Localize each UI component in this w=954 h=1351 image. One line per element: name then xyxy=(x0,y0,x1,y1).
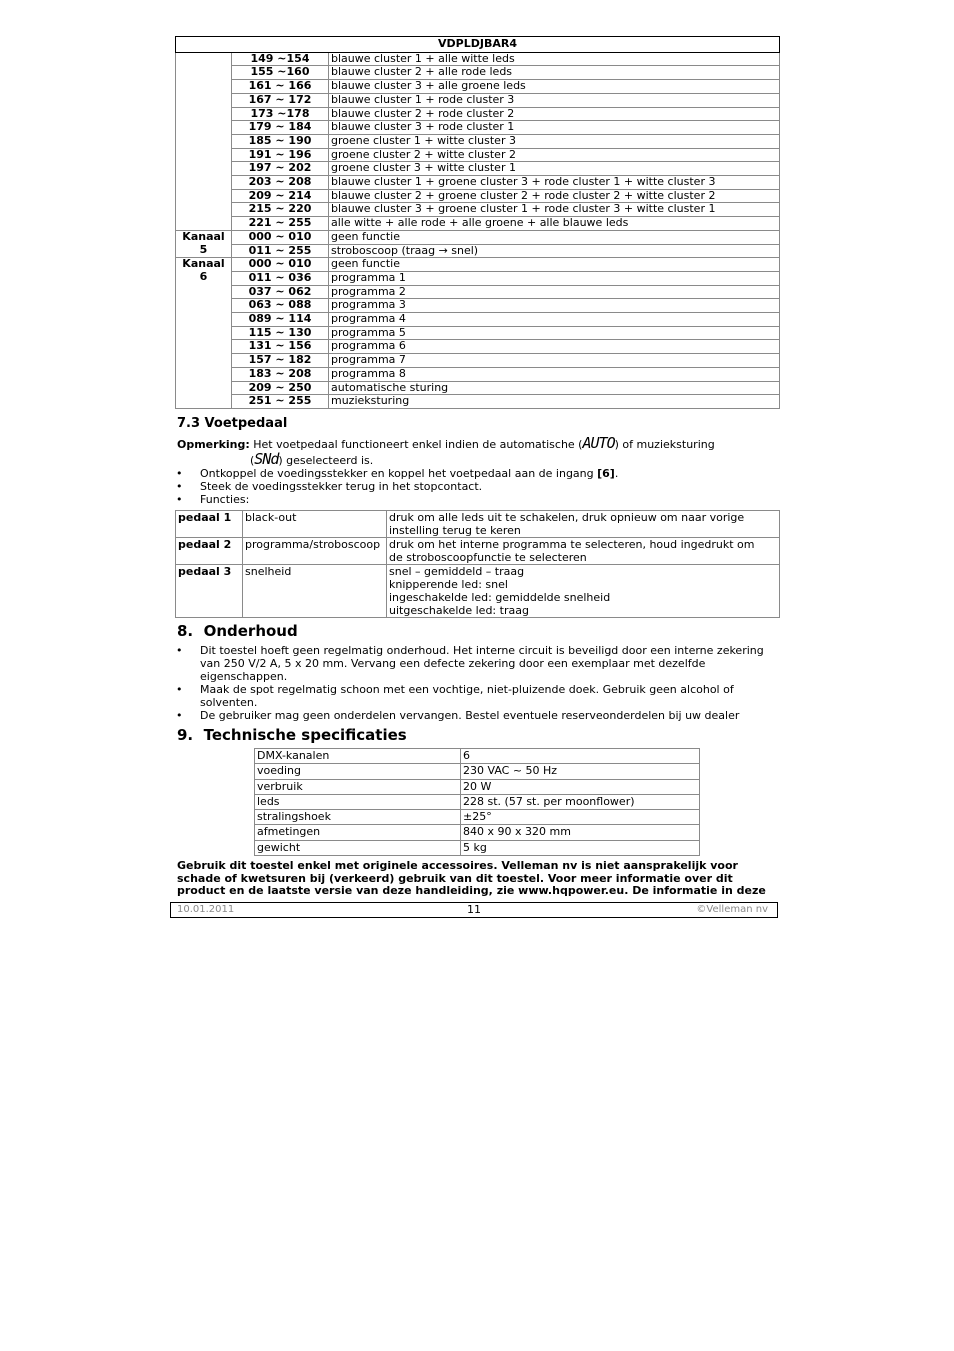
table-row xyxy=(255,764,700,779)
spec-value: 228 st. (57 st. per moonflower) xyxy=(461,794,700,809)
dmx-range: 167 ~ 172 xyxy=(232,93,329,107)
dmx-range: 185 ~ 190 xyxy=(232,134,329,148)
pedal-function: snelheid xyxy=(243,565,387,618)
disclaimer-line: product en de laatste versie van deze handleiding, zie www.hqpower.eu. De informatie in deze xyxy=(177,884,766,897)
table-row xyxy=(255,794,700,809)
range-description: blauwe cluster 1 + rode cluster 3 xyxy=(329,93,780,107)
pedal-name: pedaal 2 xyxy=(176,538,243,565)
note-text-3: ( xyxy=(250,454,255,467)
table-row xyxy=(176,285,780,299)
table-row xyxy=(176,217,780,231)
table-row xyxy=(176,367,780,381)
dmx-range: 221 ~ 255 xyxy=(232,217,329,231)
table-row xyxy=(176,80,780,94)
range-description: muzieksturing xyxy=(329,395,780,409)
pedal-function-table xyxy=(175,510,780,618)
list-item: • De gebruiker mag geen onderdelen vervangen. Bestel eventuele reserveonderdelen bij uw dealer xyxy=(175,709,780,722)
pedal-name: pedaal 1 xyxy=(176,511,243,538)
range-description: blauwe cluster 3 + alle groene leds xyxy=(329,80,780,94)
channel-label xyxy=(176,52,232,230)
table-row xyxy=(176,148,780,162)
table-header-row xyxy=(176,37,780,53)
list-item: • Maak de spot regelmatig schoon met een vochtige, niet-pluizende doek. Gebruik geen alcohol of solventen. xyxy=(175,683,780,709)
list-item-text: Steek de voedingsstekker terug in het stopcontact. xyxy=(200,480,483,493)
table-row xyxy=(176,511,780,538)
spec-value: 20 W xyxy=(461,779,700,794)
range-description: programma 7 xyxy=(329,354,780,368)
range-description: blauwe cluster 3 + rode cluster 1 xyxy=(329,121,780,135)
pedal-note xyxy=(177,436,777,468)
spec-table xyxy=(254,748,700,856)
pedal-description xyxy=(387,565,780,618)
section-8-title: 8. Onderhoud xyxy=(177,622,298,640)
spec-value: ±25° xyxy=(461,810,700,825)
table-row xyxy=(176,299,780,313)
pedal-function: black-out xyxy=(243,511,387,538)
range-description: programma 4 xyxy=(329,313,780,327)
dmx-range: 161 ~ 166 xyxy=(232,80,329,94)
table-row xyxy=(176,565,780,618)
table-row xyxy=(255,779,700,794)
dmx-range: 157 ~ 182 xyxy=(232,354,329,368)
table-row xyxy=(255,840,700,855)
range-description: programma 5 xyxy=(329,326,780,340)
range-description: geen functie xyxy=(329,258,780,272)
pedal-table-wrap xyxy=(175,510,780,618)
table-row xyxy=(176,66,780,80)
range-description: alle witte + alle rode + alle groene + alle blauwe leds xyxy=(329,217,780,231)
pedal-description-line: de stroboscoopfunctie te selecteren xyxy=(389,551,587,564)
table-row xyxy=(176,381,780,395)
pedal-function: programma/stroboscoop xyxy=(243,538,387,565)
range-description: programma 6 xyxy=(329,340,780,354)
dmx-channel-table xyxy=(175,36,780,409)
dmx-range: 011 ~ 255 xyxy=(232,244,329,258)
table-row xyxy=(255,825,700,840)
table-row xyxy=(176,230,780,244)
table-row xyxy=(176,354,780,368)
table-row xyxy=(176,176,780,190)
table-row xyxy=(176,121,780,135)
footer-page-number: 11 xyxy=(467,903,481,916)
dmx-range: 179 ~ 184 xyxy=(232,121,329,135)
dmx-range: 251 ~ 255 xyxy=(232,395,329,409)
dmx-range: 215 ~ 220 xyxy=(232,203,329,217)
dmx-range: 037 ~ 062 xyxy=(232,285,329,299)
table-row xyxy=(176,538,780,565)
channel-label: Kanaal 5 xyxy=(176,230,232,257)
note-text-1: Het voetpedaal functioneert enkel indien de automatische ( xyxy=(249,438,583,451)
note-label: Opmerking: xyxy=(177,438,250,451)
dmx-range: 000 ~ 010 xyxy=(232,230,329,244)
dmx-range: 149 ~154 xyxy=(232,52,329,66)
pedal-description-line: druk om alle leds uit te schakelen, druk opnieuw om naar vorige xyxy=(389,511,745,524)
spec-key: voeding xyxy=(255,764,461,779)
table-row xyxy=(255,749,700,764)
table-row xyxy=(176,271,780,285)
table-row xyxy=(176,313,780,327)
lcd-auto-icon: AUTO xyxy=(582,434,615,452)
spec-key: DMX-kanalen xyxy=(255,749,461,764)
lcd-snd-icon: SNd xyxy=(254,450,279,468)
dmx-range: 209 ~ 214 xyxy=(232,189,329,203)
dmx-range: 209 ~ 250 xyxy=(232,381,329,395)
pedal-description xyxy=(387,538,780,565)
table-row xyxy=(176,326,780,340)
range-description: programma 2 xyxy=(329,285,780,299)
dmx-range: 191 ~ 196 xyxy=(232,148,329,162)
pedal-description-line: uitgeschakelde led: traag xyxy=(389,604,529,617)
pedal-name: pedaal 3 xyxy=(176,565,243,618)
pedal-description-line: druk om het interne programma te selecteren, houd ingedrukt om xyxy=(389,538,755,551)
list-item: • Dit toestel hoeft geen regelmatig onderhoud. Het interne circuit is beveiligd door een interne zekering van 250 V/2 A, 5 x 20 mm. Vervang een defecte zekering door een exemplaar met dezelfde eigenschappen. xyxy=(175,644,780,683)
table-row xyxy=(176,189,780,203)
list-item-text: Functies: xyxy=(200,493,250,506)
range-description: blauwe cluster 1 + groene cluster 3 + rode cluster 1 + witte cluster 3 xyxy=(329,176,780,190)
range-description: blauwe cluster 2 + rode cluster 2 xyxy=(329,107,780,121)
dmx-range: 000 ~ 010 xyxy=(232,258,329,272)
list-item xyxy=(175,480,780,493)
pedal-description xyxy=(387,511,780,538)
dmx-range: 011 ~ 036 xyxy=(232,271,329,285)
range-description: groene cluster 1 + witte cluster 3 xyxy=(329,134,780,148)
document-page xyxy=(175,36,780,409)
pedal-description-line: knipperende led: snel xyxy=(389,578,508,591)
product-code: VDPLDJBAR4 xyxy=(176,37,780,53)
pedal-description-line: snel – gemiddeld – traag xyxy=(389,565,525,578)
range-description: programma 8 xyxy=(329,367,780,381)
list-item-text: Ontkoppel de voedingsstekker en koppel het voetpedaal aan de ingang xyxy=(200,467,598,480)
list-item-ref: [6] xyxy=(597,467,615,480)
disclaimer-line: Gebruik dit toestel enkel met originele accessoires. Velleman nv is niet aansprakelijk voor xyxy=(177,859,738,872)
spec-key: verbruik xyxy=(255,779,461,794)
note-text-2: ) of muzieksturing xyxy=(614,438,715,451)
channel-label: Kanaal 6 xyxy=(176,258,232,409)
table-row xyxy=(176,395,780,409)
dmx-range: 063 ~ 088 xyxy=(232,299,329,313)
pedal-description-line: ingeschakelde led: gemiddelde snelheid xyxy=(389,591,611,604)
section-7-3-title: 7.3 Voetpedaal xyxy=(177,416,288,431)
table-row xyxy=(176,52,780,66)
dmx-range: 155 ~160 xyxy=(232,66,329,80)
maintenance-list xyxy=(175,644,780,722)
table-row xyxy=(255,810,700,825)
page-footer xyxy=(170,902,778,918)
table-row xyxy=(176,258,780,272)
spec-table-wrap xyxy=(254,748,700,856)
table-row xyxy=(176,244,780,258)
table-row xyxy=(176,203,780,217)
spec-key: leds xyxy=(255,794,461,809)
range-description: blauwe cluster 2 + groene cluster 2 + rode cluster 2 + witte cluster 2 xyxy=(329,189,780,203)
spec-value: 840 x 90 x 320 mm xyxy=(461,825,700,840)
disclaimer-text xyxy=(177,860,782,898)
range-description: blauwe cluster 2 + alle rode leds xyxy=(329,66,780,80)
table-row xyxy=(176,162,780,176)
table-row xyxy=(176,340,780,354)
range-description: groene cluster 2 + witte cluster 2 xyxy=(329,148,780,162)
list-item xyxy=(175,467,780,480)
spec-key: afmetingen xyxy=(255,825,461,840)
pedal-instructions-list xyxy=(175,467,780,506)
spec-key: stralingshoek xyxy=(255,810,461,825)
dmx-range: 115 ~ 130 xyxy=(232,326,329,340)
range-description: blauwe cluster 3 + groene cluster 1 + rode cluster 3 + witte cluster 1 xyxy=(329,203,780,217)
section-9-title: 9. Technische specificaties xyxy=(177,726,407,744)
pedal-description-line: instelling terug te keren xyxy=(389,524,521,537)
range-description: geen functie xyxy=(329,230,780,244)
range-description: programma 3 xyxy=(329,299,780,313)
footer-date: 10.01.2011 xyxy=(177,904,235,915)
dmx-range: 089 ~ 114 xyxy=(232,313,329,327)
table-row xyxy=(176,93,780,107)
spec-value: 6 xyxy=(461,749,700,764)
dmx-range: 203 ~ 208 xyxy=(232,176,329,190)
range-description: stroboscoop (traag → snel) xyxy=(329,244,780,258)
range-description: automatische sturing xyxy=(329,381,780,395)
dmx-range: 131 ~ 156 xyxy=(232,340,329,354)
spec-key: gewicht xyxy=(255,840,461,855)
list-item-end: . xyxy=(614,467,619,480)
note-text-4: ) geselecteerd is. xyxy=(278,454,374,467)
list-item xyxy=(175,493,780,506)
range-description: programma 1 xyxy=(329,271,780,285)
dmx-range: 197 ~ 202 xyxy=(232,162,329,176)
table-row xyxy=(176,107,780,121)
spec-value: 230 VAC ~ 50 Hz xyxy=(461,764,700,779)
spec-value: 5 kg xyxy=(461,840,700,855)
dmx-range: 183 ~ 208 xyxy=(232,367,329,381)
dmx-range: 173 ~178 xyxy=(232,107,329,121)
range-description: groene cluster 3 + witte cluster 1 xyxy=(329,162,780,176)
footer-copyright: ©Velleman nv xyxy=(696,904,768,915)
range-description: blauwe cluster 1 + alle witte leds xyxy=(329,52,780,66)
disclaimer-line: schade of kwetsuren bij (verkeerd) gebruik van dit toestel. Voor meer informatie over dit xyxy=(177,871,733,885)
table-row xyxy=(176,134,780,148)
